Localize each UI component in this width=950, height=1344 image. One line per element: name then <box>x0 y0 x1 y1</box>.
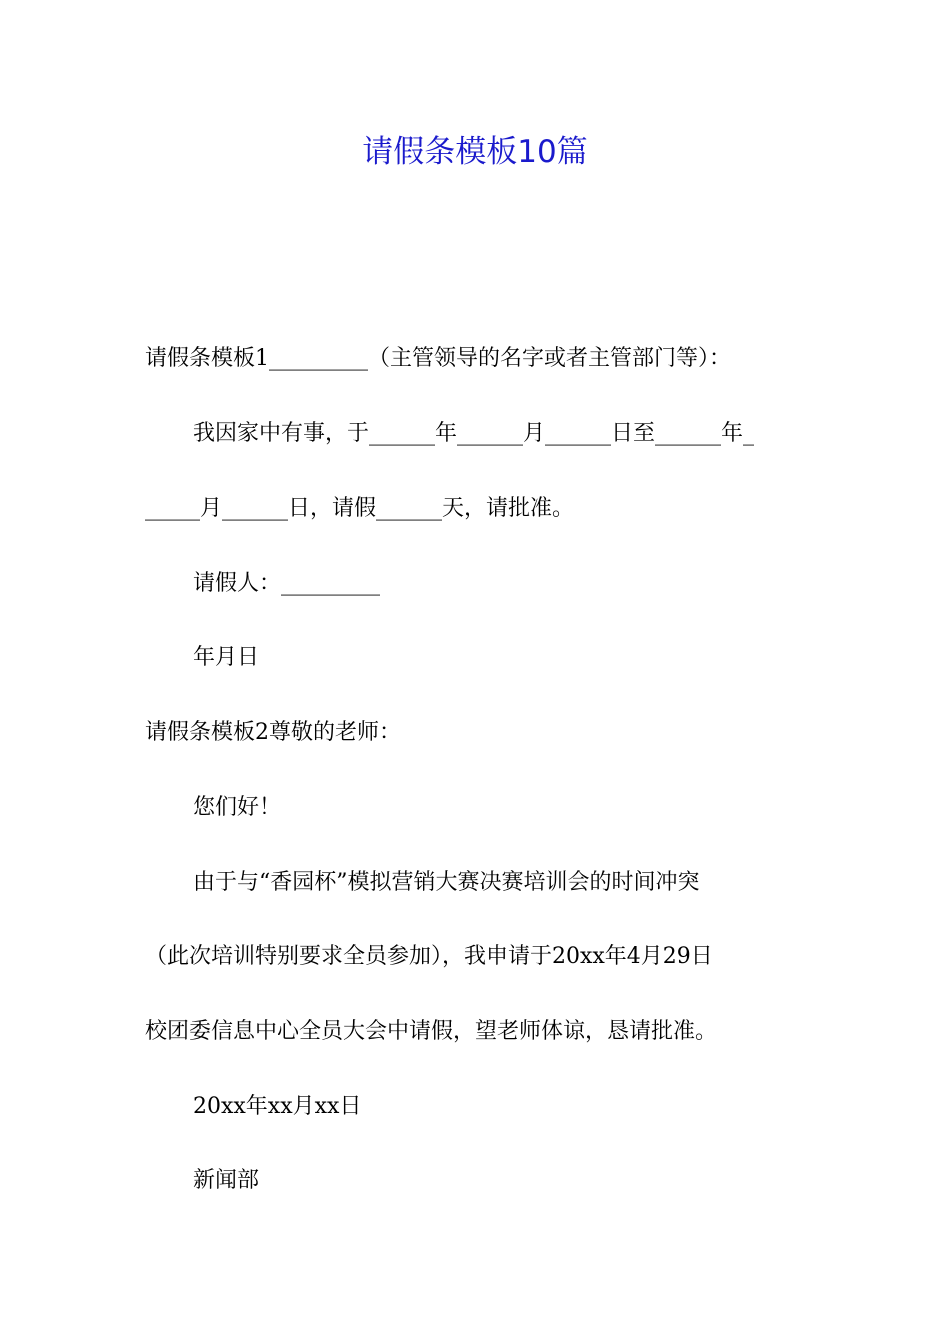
body-line-5: 校团委信息中心全员大会中请假，望老师体谅，恳请批准。 <box>145 1019 718 1044</box>
template-2-heading: 请假条模板2尊敬的老师： <box>145 720 401 745</box>
body-line-2: _____月______日，请假______天，请批准。 <box>145 496 575 521</box>
greeting-line: 您们好！ <box>193 795 282 820</box>
document-title: 请假条模板10篇 <box>362 134 588 170</box>
body-line-3: 由于与“香园杯”模拟营销大赛决赛培训会的时间冲突 <box>193 870 700 895</box>
body-line-4: （此次培训特别要求全员参加），我申请于20xx年4月29日 <box>145 944 713 969</box>
department-line: 新闻部 <box>193 1168 260 1193</box>
date-line-2: 20xx年xx月xx日 <box>193 1094 362 1119</box>
date-line-1: 年月日 <box>193 645 260 670</box>
template-1-heading: 请假条模板1_________（主管领导的名字或者主管部门等）： <box>145 346 731 371</box>
body-line-1: 我因家中有事，于______年______月______日至______年_ <box>193 421 755 446</box>
requester-line: 请假人：_________ <box>193 571 381 596</box>
